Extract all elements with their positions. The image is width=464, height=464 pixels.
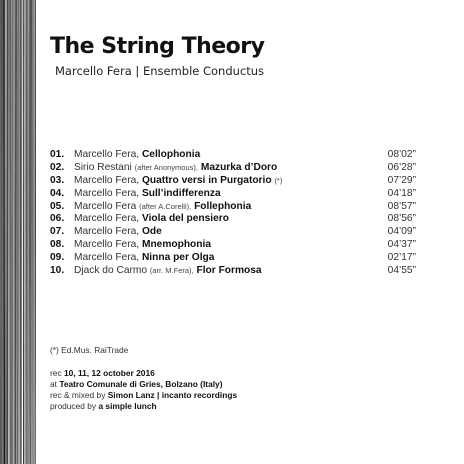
track-work: Mazurka d’Doro [200, 161, 278, 173]
credit-rec-dates-value: 10, 11, 12 october 2016 [63, 368, 155, 378]
track-title [74, 201, 380, 212]
track-duration: 08’57” [387, 200, 416, 212]
track-row [50, 201, 416, 214]
credit-rec-label: rec [50, 368, 62, 378]
credit-producer-value: a simple lunch [98, 401, 157, 411]
track-composer: Djack do Carmo [74, 265, 148, 277]
track-work: Viola del pensiero [141, 213, 229, 225]
credit-venue-value: Teatro Comunale di Gries, Bolzano (Italy) [59, 379, 223, 389]
track-work: Follephonia [194, 200, 252, 212]
string-line [7, 0, 8, 464]
album-subtitle: Marcello Fera | Ensemble Conductus [55, 64, 265, 78]
album-title: The String Theory [50, 34, 265, 59]
track-title [74, 252, 380, 263]
track-number: 02. [50, 161, 65, 173]
track-duration: 08’02” [387, 149, 416, 160]
track-title [74, 188, 380, 199]
track-duration: 04’55” [387, 265, 416, 277]
track-work: Sull’indifferenza [141, 187, 221, 199]
track-row [50, 252, 416, 265]
track-row [50, 239, 416, 252]
track-number: 05. [50, 200, 65, 212]
track-duration: 07’29” [387, 174, 416, 186]
track-arrangement-note: (after A.Corelli), [139, 201, 192, 211]
credit-rec-dates [50, 368, 155, 378]
track-row [50, 265, 416, 278]
track-composer: Marcello Fera, [74, 187, 140, 199]
string-line [29, 0, 30, 464]
track-number: 03. [50, 174, 65, 186]
track-duration: 08’56” [387, 213, 416, 225]
credit-mixing [50, 390, 237, 400]
track-title [74, 175, 380, 186]
track-row [50, 149, 416, 162]
track-work: Flor Formosa [196, 265, 262, 277]
track-number: 07. [50, 226, 65, 238]
track-composer: Marcello Fera [74, 200, 137, 212]
track-duration: 02’17” [387, 252, 416, 264]
track-duration: 06’28” [387, 161, 416, 173]
credit-venue [50, 379, 223, 389]
credit-at-label: at [50, 379, 57, 389]
track-list [50, 149, 416, 278]
track-duration: 04’09” [387, 226, 416, 238]
credit-mix-label: rec & mixed by [50, 390, 106, 400]
track-title [74, 149, 380, 160]
track-number: 04. [50, 187, 65, 199]
strings-artwork [0, 0, 36, 464]
track-number: 06. [50, 213, 65, 225]
track-number: 08. [50, 239, 65, 251]
track-work: Ninna per Olga [141, 252, 215, 264]
track-number: 09. [50, 252, 65, 264]
track-composer: Marcello Fera, [74, 149, 140, 160]
track-title [74, 162, 380, 173]
track-row [50, 226, 416, 239]
track-work: Quattro versi in Purgatorio [141, 174, 272, 186]
track-arrangement-note: (after Anonymous), [134, 162, 198, 172]
track-composer: Marcello Fera, [74, 239, 140, 251]
string-line [35, 0, 36, 464]
track-composer: Marcello Fera, [74, 213, 140, 225]
string-line [4, 0, 5, 464]
credit-engineer-value: Simon Lanz | incanto recordings [107, 390, 238, 400]
track-work: Cellophonia [141, 149, 201, 160]
credit-producer [50, 401, 157, 411]
footnote: (*) Ed.Mus. RaiTrade [50, 345, 129, 355]
track-title [74, 239, 380, 250]
track-work: Mnemophonia [141, 239, 211, 251]
track-arrangement-note: (arr. M.Fera), [149, 266, 194, 276]
track-footnote-mark: (*) [274, 175, 283, 185]
track-composer: Marcello Fera, [74, 174, 140, 186]
track-title [74, 226, 380, 237]
track-composer: Marcello Fera, [74, 252, 140, 264]
track-title [74, 213, 380, 224]
track-duration: 04’37” [387, 239, 416, 251]
string-line [1, 0, 2, 464]
track-composer: Marcello Fera, [74, 226, 140, 238]
track-work: Ode [141, 226, 162, 238]
track-composer: Sirio Restani [74, 161, 132, 173]
track-row [50, 162, 416, 175]
track-row [50, 175, 416, 188]
track-duration: 04’18” [387, 187, 416, 199]
track-number: 01. [50, 149, 65, 160]
credit-prod-label: produced by [50, 401, 97, 411]
track-row [50, 188, 416, 201]
track-row [50, 213, 416, 226]
string-line [26, 0, 27, 464]
track-number: 10. [50, 265, 65, 277]
track-title [74, 265, 380, 276]
